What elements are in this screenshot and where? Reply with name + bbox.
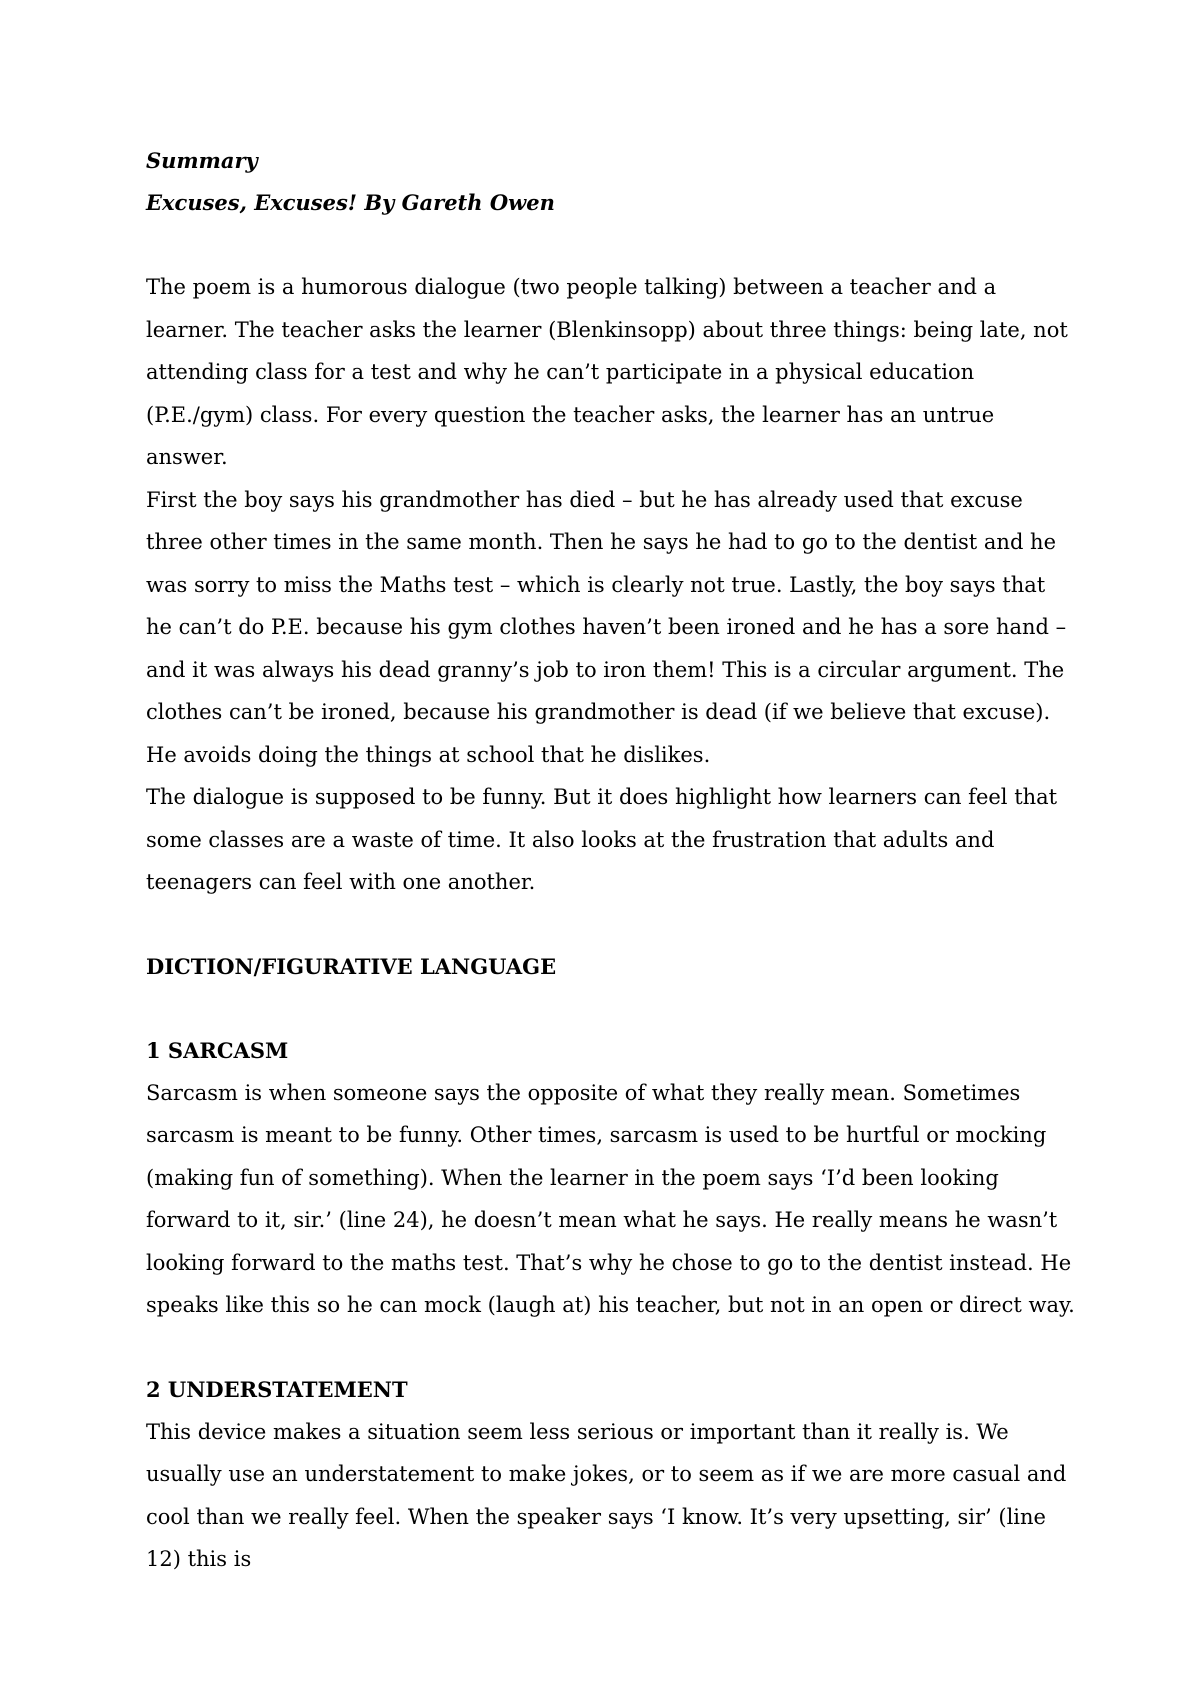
summary-paragraph-3: The dialogue is supposed to be funny. But it does highlight how learners can feel that some classes are a waste of time. It also looks at the frustration that adults and teenagers can feel with one another.: [146, 785, 1058, 894]
summary-paragraph-1: The poem is a humorous dialogue (two people talking) between a teacher and a learner. The teacher asks the learner (Blenkinsopp) about three things: being late, not attending class for a test and why he can’t participate in a physical education (P.E./gym) class. For every question the teacher asks, the learner has an untrue answer.: [146, 275, 1068, 469]
spacer: [146, 1327, 1076, 1369]
summary-paragraph-2: First the boy says his grandmother has died – but he has already used that excuse three other times in the same month. Then he says he had to go to the dentist and he was sorry to miss the Maths test – which is clearly not true. Lastly, the boy says that he can’t do P.E. because his gym clothes haven’t been ironed and he has a sore hand – and it was always his dead granny’s job to iron them! This is a circular argument. The clothes can’t be ironed, because his grandmother is dead (if we believe that excuse). He avoids doing the things at school that he dislikes.: [146, 487, 1067, 767]
understatement-heading: 2 UNDERSTATEMENT: [146, 1376, 408, 1402]
sarcasm-heading: 1 SARCASM: [146, 1037, 289, 1063]
diction-heading: DICTION/FIGURATIVE LANGUAGE: [146, 953, 557, 979]
understatement-paragraph: This device makes a situation seem less serious or important than it really is. We usually use an understatement to make jokes, or to seem as if we are more casual and cool than we really feel. When the speaker says ‘I know. It’s very upsetting, sir’ (line 12) this is: [146, 1419, 1067, 1571]
document-body: [146, 140, 1076, 1581]
spacer: [146, 904, 1076, 946]
summary-heading: Summary: [146, 148, 258, 173]
spacer: [146, 988, 1076, 1030]
spacer: [146, 224, 1076, 266]
sarcasm-paragraph: Sarcasm is when someone says the opposite of what they really mean. Sometimes sarcasm is meant to be funny. Other times, sarcasm is used to be hurtful or mocking (making fun of something). When the learner in the poem says ‘I’d been looking forward to it, sir.’ (line 24), he doesn’t mean what he says. He really means he wasn’t looking forward to the maths test. That’s why he chose to go to the dentist instead. He speaks like this so he can mock (laugh at) his teacher, but not in an open or direct way.: [146, 1080, 1075, 1317]
poem-title: Excuses, Excuses! By Gareth Owen: [146, 190, 555, 215]
